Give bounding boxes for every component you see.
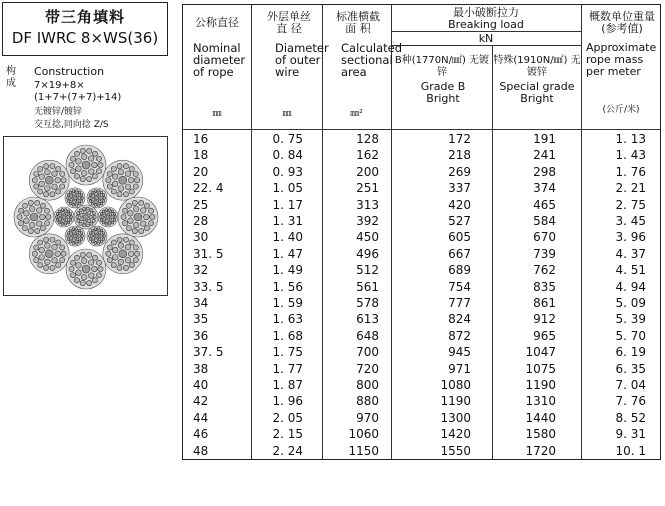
rope-cross-section-image [4, 137, 167, 295]
cell-outer-wire: 1. 47 [272, 246, 303, 261]
cell-mass: 4. 37 [615, 246, 646, 261]
rope-cross-section-figure [3, 136, 168, 296]
cell-diameter: 38 [193, 361, 209, 376]
cell-outer-wire: 1. 87 [272, 378, 303, 392]
cell-outer-wire: 2. 24 [272, 443, 303, 458]
lay-note: 交互捻,同向捻 Z/S [34, 120, 109, 130]
cell-area: 496 [356, 246, 379, 261]
cell-breaking-grade-b: 945 [448, 345, 471, 360]
cell-diameter: 36 [193, 328, 209, 343]
cell-area: 512 [356, 263, 379, 278]
cell-outer-wire: 2. 15 [272, 427, 303, 442]
cell-breaking-grade-b: 420 [448, 197, 471, 212]
product-title-box [2, 2, 168, 56]
cell-breaking-grade-b: 1550 [440, 443, 471, 458]
cell-outer-wire: 0. 75 [272, 132, 303, 146]
cell-area: 162 [356, 148, 379, 163]
cell-area: 1060 [348, 427, 379, 442]
cell-outer-wire: 1. 96 [272, 394, 303, 409]
construction-formula-line2: (1+7+(7+7)+14) [34, 92, 122, 103]
cell-breaking-grade-b: 667 [448, 246, 471, 261]
cell-outer-wire: 1. 40 [272, 230, 303, 245]
cell-outer-wire: 1. 68 [272, 328, 303, 343]
cell-breaking-special: 739 [533, 246, 556, 261]
cell-breaking-grade-b: 605 [448, 230, 471, 245]
header-special-en: Special grade Bright [499, 80, 575, 105]
cell-outer-wire: 1. 49 [272, 263, 303, 278]
cell-mass: 2. 75 [615, 197, 646, 212]
rope-info-panel [0, 0, 172, 464]
cell-breaking-special: 912 [533, 312, 556, 327]
cell-area: 613 [356, 312, 379, 327]
header-special-cn: 特殊(1910N/㎟) 无镀锌 [493, 55, 581, 78]
cell-area: 700 [356, 345, 379, 360]
cell-breaking-grade-b: 971 [448, 361, 471, 376]
cell-breaking-special: 965 [533, 328, 556, 343]
cell-breaking-special: 241 [533, 148, 556, 163]
cell-diameter: 37. 5 [193, 345, 224, 360]
finish-note: 无镀锌/镀锌 [34, 107, 83, 117]
cell-diameter: 28 [193, 214, 209, 228]
cell-diameter: 44 [193, 410, 209, 425]
cell-breaking-grade-b: 218 [448, 148, 471, 163]
unit-area: ㎜² [350, 109, 363, 119]
cell-diameter: 35 [193, 312, 209, 327]
cell-breaking-grade-b: 1080 [440, 378, 471, 392]
cell-outer-wire: 1. 63 [272, 312, 303, 327]
cell-breaking-special: 584 [533, 214, 556, 228]
header-mass-en: Approximate rope mass per meter [586, 41, 657, 78]
cell-mass: 8. 52 [615, 410, 646, 425]
cell-mass: 5. 70 [615, 328, 646, 343]
header-grade-b-en: Grade B Bright [420, 80, 466, 105]
cell-mass: 4. 94 [615, 279, 646, 294]
cell-area: 200 [356, 164, 379, 179]
cell-breaking-grade-b: 777 [448, 296, 471, 310]
cell-diameter: 20 [193, 164, 209, 179]
cell-breaking-special: 1047 [525, 345, 556, 360]
cell-breaking-special: 1440 [525, 410, 556, 425]
cell-area: 313 [356, 197, 379, 212]
cell-mass: 1. 76 [615, 164, 646, 179]
cell-breaking-grade-b: 1420 [440, 427, 471, 442]
header-area-cn: 标准横截 面 积 [336, 10, 380, 35]
cell-area: 392 [356, 214, 379, 228]
cell-breaking-grade-b: 269 [448, 164, 471, 179]
cell-breaking-grade-b: 337 [448, 181, 471, 196]
cell-area: 880 [356, 394, 379, 409]
cell-area: 970 [356, 410, 379, 425]
cell-diameter: 32 [193, 263, 209, 278]
cell-outer-wire: 1. 17 [272, 197, 303, 212]
cell-breaking-grade-b: 824 [448, 312, 471, 327]
cell-area: 1150 [348, 443, 379, 458]
cell-diameter: 33. 5 [193, 279, 224, 294]
cell-diameter: 42 [193, 394, 209, 409]
cell-diameter: 46 [193, 427, 209, 442]
header-breaking-unit: kN [478, 32, 494, 45]
cell-mass: 6. 19 [615, 345, 646, 360]
spec-table [182, 4, 661, 460]
cell-mass: 2. 21 [615, 181, 646, 196]
cell-diameter: 30 [193, 230, 209, 245]
header-breaking-cn: 最小破断拉力 [453, 6, 519, 19]
cell-mass: 7. 76 [615, 394, 646, 409]
cell-diameter: 40 [193, 378, 209, 392]
cell-area: 561 [356, 279, 379, 294]
cell-breaking-special: 1075 [525, 361, 556, 376]
cell-diameter: 31. 5 [193, 246, 224, 261]
cell-diameter: 34 [193, 296, 209, 310]
cell-mass: 4. 51 [615, 263, 646, 278]
cell-breaking-grade-b: 172 [448, 132, 471, 146]
header-breaking-en: Breaking load [448, 18, 524, 31]
construction-formula-line1: 7×19+8× [34, 80, 85, 91]
cell-breaking-grade-b: 1300 [440, 410, 471, 425]
cell-area: 648 [356, 328, 379, 343]
header-diameter-cn: 公称直径 [195, 16, 239, 29]
cell-outer-wire: 1. 56 [272, 279, 303, 294]
product-title-en: DF IWRC 8×WS(36) [11, 29, 159, 47]
cell-breaking-grade-b: 754 [448, 279, 471, 294]
cell-area: 720 [356, 361, 379, 376]
cell-mass: 5. 09 [615, 296, 646, 310]
cell-breaking-grade-b: 527 [448, 214, 471, 228]
cell-mass: 5. 39 [615, 312, 646, 327]
cell-breaking-special: 1310 [525, 394, 556, 409]
cell-mass: 10. 1 [615, 443, 646, 458]
cell-diameter: 22. 4 [193, 181, 224, 196]
header-diameter-en: Nominal diameter of rope [193, 41, 246, 79]
header-mass-cn: 概数单位重量 (参考值) [589, 10, 655, 35]
cell-breaking-special: 191 [533, 132, 556, 146]
cell-diameter: 18 [193, 148, 209, 163]
construction-label-en: Construction [34, 65, 105, 78]
cell-breaking-grade-b: 689 [448, 263, 471, 278]
cell-breaking-special: 1580 [525, 427, 556, 442]
cell-area: 251 [356, 181, 379, 196]
cell-outer-wire: 1. 75 [272, 345, 303, 360]
cell-breaking-special: 374 [533, 181, 556, 196]
cell-breaking-special: 835 [533, 279, 556, 294]
header-grade-b-cn: B种(1770N/㎟) 无镀锌 [394, 55, 490, 78]
cell-diameter: 48 [193, 443, 209, 458]
product-title-cn: 带三角填料 [44, 8, 125, 26]
cell-mass: 7. 04 [615, 378, 646, 392]
cell-area: 128 [356, 132, 379, 146]
header-outer-wire-en: Diameter of outer wire [275, 41, 329, 79]
unit-outer-wire: ㎜ [282, 109, 292, 119]
cell-breaking-special: 1720 [525, 443, 556, 458]
cell-breaking-special: 465 [533, 197, 556, 212]
cell-mass: 1. 43 [615, 148, 646, 163]
cell-outer-wire: 1. 59 [272, 296, 303, 310]
cell-outer-wire: 2. 05 [272, 410, 303, 425]
header-area-en: Calculated sectional area [341, 41, 403, 79]
header-outer-wire-cn: 外层单丝 直 径 [267, 10, 311, 35]
cell-diameter: 16 [193, 132, 209, 146]
cell-area: 800 [356, 378, 379, 392]
cell-outer-wire: 0. 93 [272, 164, 303, 179]
col-divider [251, 5, 252, 459]
construction-label-cn: 构成 [6, 66, 16, 89]
cell-breaking-grade-b: 872 [448, 328, 471, 343]
cell-mass: 6. 35 [615, 361, 646, 376]
cell-breaking-special: 762 [533, 263, 556, 278]
cell-breaking-special: 670 [533, 230, 556, 245]
header-divider [391, 45, 581, 46]
cell-outer-wire: 0. 84 [272, 148, 303, 163]
cell-diameter: 25 [193, 197, 209, 212]
cell-mass: 9. 31 [615, 427, 646, 442]
cell-breaking-special: 1190 [525, 378, 556, 392]
cell-area: 450 [356, 230, 379, 245]
cell-mass: 3. 96 [615, 230, 646, 245]
cell-outer-wire: 1. 05 [272, 181, 303, 196]
cell-breaking-grade-b: 1190 [440, 394, 471, 409]
cell-breaking-special: 298 [533, 164, 556, 179]
cell-outer-wire: 1. 77 [272, 361, 303, 376]
cell-breaking-special: 861 [533, 296, 556, 310]
cell-area: 578 [356, 296, 379, 310]
cell-outer-wire: 1. 31 [272, 214, 303, 228]
unit-mass: (公斤/米) [602, 105, 640, 115]
unit-diameter: ㎜ [212, 109, 222, 119]
cell-mass: 1. 13 [615, 132, 646, 146]
cell-mass: 3. 45 [615, 214, 646, 228]
